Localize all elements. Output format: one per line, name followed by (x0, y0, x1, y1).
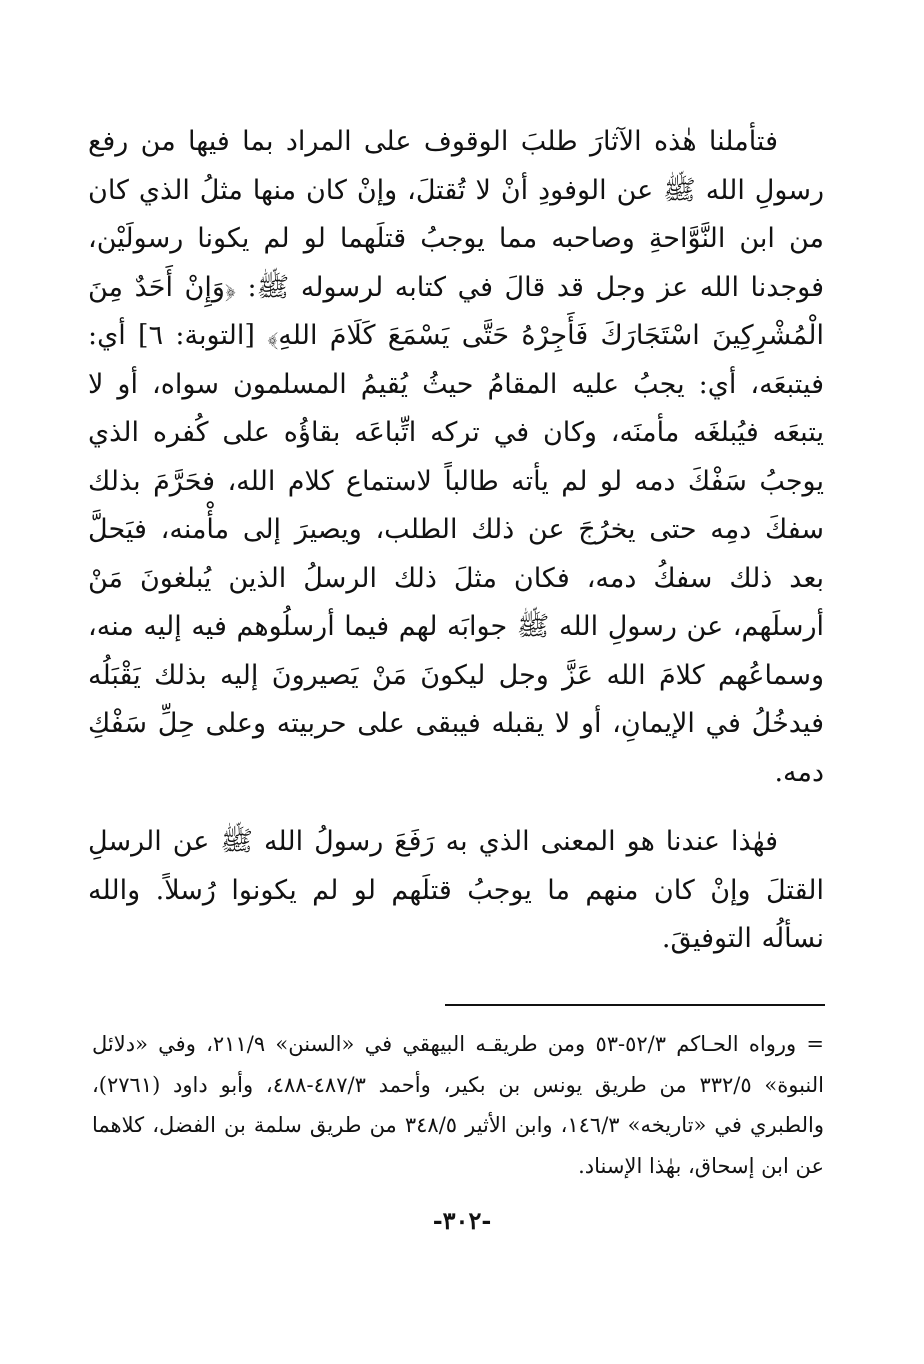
body-paragraph-2: فهٰذا عندنا هو المعنى الذي به رَفَعَ رسولُ الله ﷺ عن الرسلِ القتلَ وإنْ كان منهم ما يوجبُ قتلَهم لو لم يكونوا رُسلاً. والله نسألُه التوفيقَ. (88, 826, 824, 954)
footnote-text: = ورواه الحـاكم ٥٢/٣-٥٣ ومن طريقـه البيهقي في «السنن» ٢١١/٩، وفي «دلائل النبوة» ٣٣٢/٥ من طريق يونس بن بكير، وأحمد ٤٨٧/٣-٤٨٨، وأبو داود (٢٧٦١)، والطبري في «تاريخه» ١٤٦/٣، وابن الأثير ٣٤٨/٥ من طريق سلمة بن الفضل، كلاهما عن ابن إسحاق، بهٰذا الإسناد. (92, 1032, 824, 1178)
body-paragraph-1: فتأملنا هٰذه الآثارَ طلبَ الوقوف على المراد بما فيها من رفع رسولِ الله ﷺ عن الوفودِ أنْ لا تُقتلَ، وإنْ كان منها مثلُ الذي كان من ابن النَّوَّاحةِ وصاحبه مما يوجبُ قتلَهما لو لم يكونا رسولَيْن، فوجدنا الله عز وجل قد قالَ في كتابه لرسوله ﷺ: ﴿وَإِنْ أَحَدٌ مِنَ الْمُشْرِكِينَ اسْتَجَارَكَ فَأَجِرْهُ حَتَّى يَسْمَعَ كَلَامَ اللهِ﴾ [التوبة: ٦] أي: فيتبعَه، أي: يجبُ عليه المقامُ حيثُ يُقيمُ المسلمون سواه، أو لا يتبعَه فيُبلغَه مأمنَه، وكان في تركه اتِّباعَه بقاؤُه على كُفره الذي يوجبُ سَفْكَ دمه لو لم يأته طالباً لاستماع كلام الله، فحَرَّمَ بذلك سفكَ دمِه حتى يخرُجَ عن ذلك الطلب، ويصيرَ إلى مأْمنه، فيَحلَّ بعد ذلك سفكُ دمه، فكان مثلَ ذلك الرسلُ الذين يُبلغونَ مَنْ أرسلَهم، عن رسولِ الله ﷺ جوابَه لهم فيما أرسلُوهم فيه إليه منه، وسماعُهم كلامَ الله عَزَّ وجل ليكونَ مَنْ يَصيرونَ إليه بذلك يَقْبَلُه فيدخُلُ في الإيمانِ، أو لا يقبله فيبقى على حربيته وعلى حِلِّ سَفْكِ دمه. (88, 126, 824, 788)
footnote-block (92, 1024, 824, 1186)
footnote-separator (445, 1004, 825, 1006)
page-number: -٣٠٢- (432, 1206, 492, 1235)
main-text-block (88, 118, 824, 964)
